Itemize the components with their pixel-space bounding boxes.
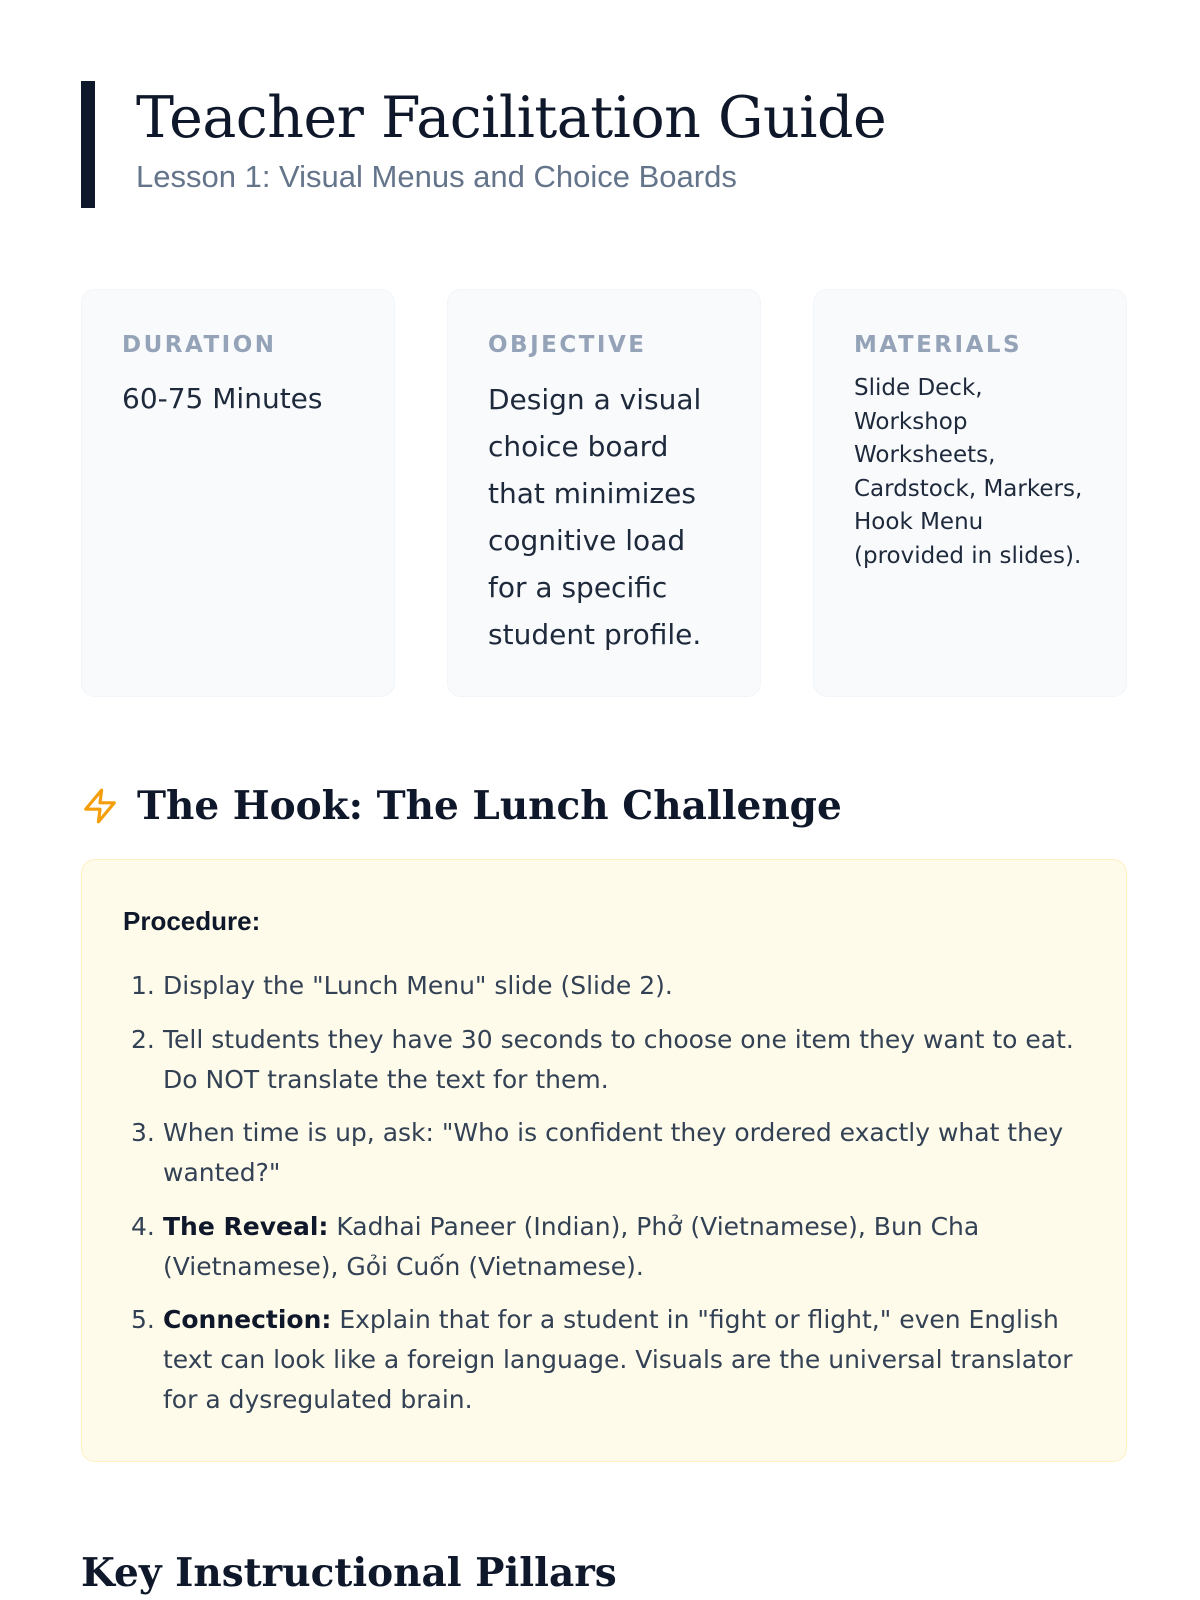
page-title: Teacher Facilitation Guide xyxy=(136,85,887,151)
objective-label: OBJECTIVE xyxy=(488,332,647,358)
duration-label: DURATION xyxy=(122,332,277,358)
procedure-step-5: 5. Connection: Explain that for a student in "fight or flight," even English text can look like a foreign language. Visuals are the universal translator for a dysregulated brain. xyxy=(131,1305,1073,1414)
materials-card xyxy=(813,289,1127,697)
hook-title: The Hook: The Lunch Challenge xyxy=(137,783,842,829)
objective-value: Design a visual choice board that minimizes cognitive load for a specific student profile. xyxy=(488,383,702,651)
page-header xyxy=(81,81,1121,208)
procedure-label: Procedure: xyxy=(123,906,261,936)
lightning-bolt-icon xyxy=(81,786,119,826)
procedure-step-4: 4. The Reveal: Kadhai Paneer (Indian), Phở (Vietnamese), Bun Cha (Vietnamese), Gỏi Cuốn (Vietnamese). xyxy=(131,1211,980,1281)
procedure-box xyxy=(81,859,1127,1462)
objective-card xyxy=(447,289,761,697)
procedure-steps xyxy=(123,966,1086,1420)
duration-value: 60-75 Minutes xyxy=(122,382,323,415)
hook-heading xyxy=(81,778,842,834)
materials-label: MATERIALS xyxy=(854,332,1023,358)
duration-card xyxy=(81,289,395,697)
procedure-step-1: 1. Display the "Lunch Menu" slide (Slide 2). xyxy=(131,971,673,1000)
procedure-step-3: 3. When time is up, ask: "Who is confident they ordered exactly what they wanted?" xyxy=(131,1118,1064,1187)
pillars-heading: Key Instructional Pillars xyxy=(81,1550,617,1596)
procedure-step-2: 2. Tell students they have 30 seconds to choose one item they want to eat. Do NOT translate the text for them. xyxy=(131,1024,1074,1094)
materials-value: Slide Deck, Workshop Worksheets, Cardstock, Markers, Hook Menu (provided in slides). xyxy=(854,375,1083,569)
lesson-info-cards xyxy=(81,289,1127,697)
page-subtitle: Lesson 1: Visual Menus and Choice Boards xyxy=(136,159,737,194)
